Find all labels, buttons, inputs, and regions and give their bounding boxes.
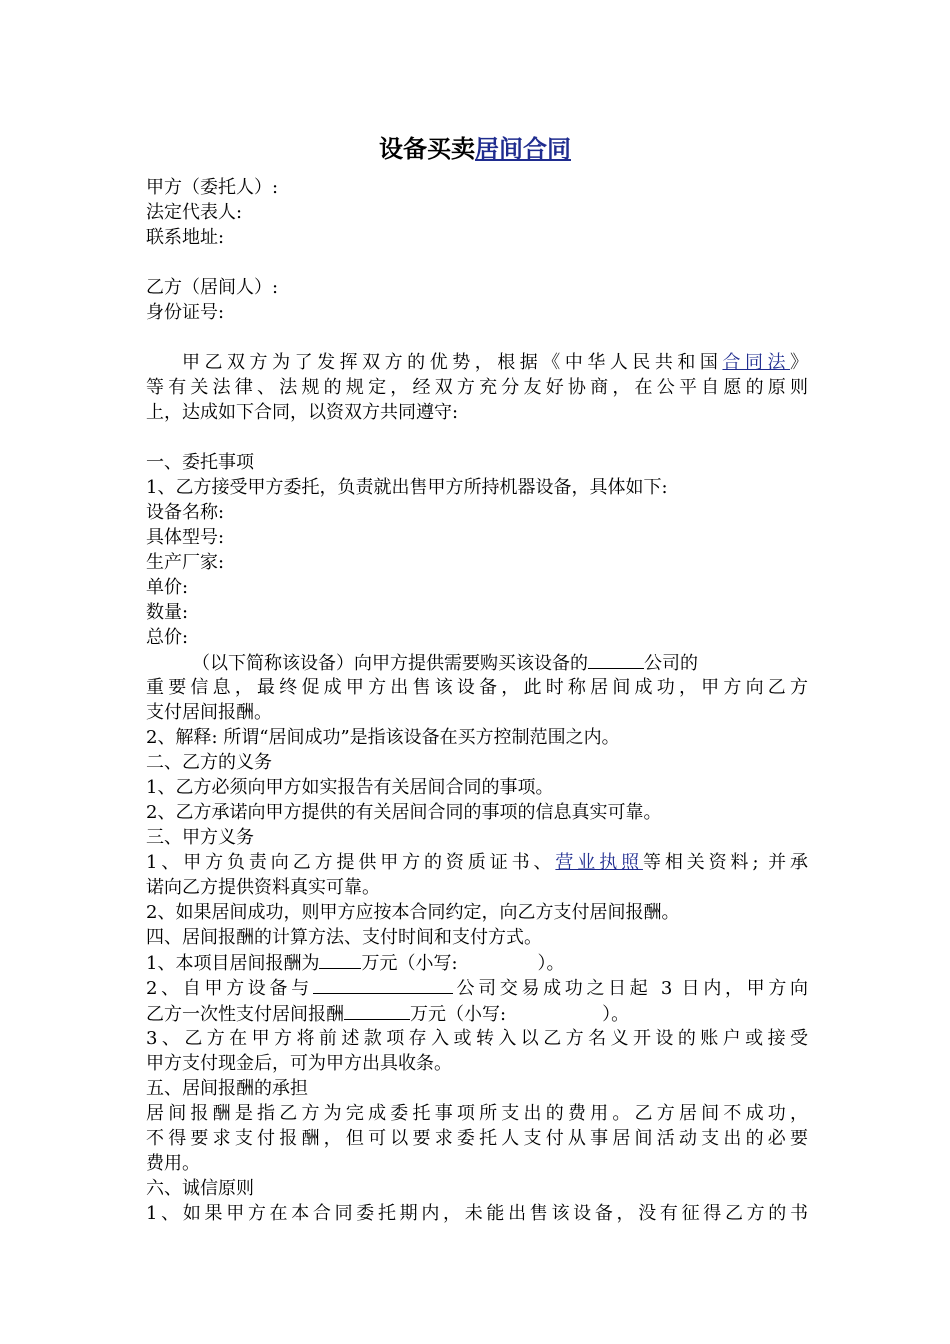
payment-amount-blank[interactable] [344, 1001, 410, 1020]
business-license-link[interactable]: 营业执照 [555, 852, 643, 873]
section-6-item-1: 1、如果甲方在本合同委托期内，未能出售该设备，没有征得乙方的书 [146, 1203, 808, 1224]
field-model: 具体型号: [146, 527, 225, 548]
contract-law-link[interactable]: 合同法 [722, 352, 791, 373]
item-text: 万元（小写: [410, 1004, 507, 1025]
section-5-line-1: 居间报酬是指乙方为完成委托事项所支出的费用。乙方居间不成功， [146, 1103, 808, 1124]
field-manufacturer: 生产厂家: [146, 552, 225, 573]
intro-line-2: 等有关法律、法规的规定，经双方充分友好协商，在公平自愿的原则 [146, 377, 808, 398]
section-1-heading: 一、委托事项 [146, 452, 254, 473]
title-link[interactable]: 居间合同 [475, 134, 571, 163]
section-2-heading: 二、乙方的义务 [146, 752, 272, 773]
party-b-id: 身份证号: [146, 302, 225, 323]
section-1-para-line-1 [146, 650, 808, 675]
spacer [146, 250, 808, 275]
para-text: （以下简称该设备）向甲方提供需要购买该设备的 [192, 653, 588, 674]
section-3-item-1-cont: 诺向乙方提供资料真实可靠。 [146, 877, 380, 898]
section-1-para-line-3: 支付居间报酬。 [146, 702, 272, 723]
section-2-item-1: 1、乙方必须向甲方如实报告有关居间合同的事项。 [146, 777, 554, 798]
section-4-item-3: 3、乙方在甲方将前述款项存入或转入以乙方名义开设的账户或接受 [146, 1028, 808, 1049]
item-text: 等相关资料; 并承 [642, 852, 809, 873]
document-title [0, 132, 950, 166]
section-3-item-1 [146, 850, 808, 875]
item-text: 2、自甲方设备与 [146, 978, 313, 999]
company-blank[interactable] [588, 650, 644, 669]
section-3-heading: 三、甲方义务 [146, 827, 254, 848]
item-text: 公司交易成功之日起 3 日内，甲方向 [452, 978, 808, 999]
spacer [146, 325, 808, 350]
buyer-company-blank[interactable] [313, 975, 453, 994]
section-4-item-1 [146, 950, 808, 975]
field-quantity: 数量: [146, 602, 189, 623]
field-total-price: 总价: [146, 627, 189, 648]
section-6-heading: 六、诚信原则 [146, 1178, 254, 1199]
spacer [146, 425, 808, 450]
item-text: 1、甲方负责向乙方提供甲方的资质证书、 [146, 852, 556, 873]
intro-text: 甲乙双方为了发挥双方的优势，根据《中华人民共和国 [182, 352, 723, 373]
para-text: 公司的 [644, 653, 698, 674]
party-b-label: 乙方（居间人）: [146, 277, 279, 298]
section-1-item-1: 1、乙方接受甲方委托，负责就出售甲方所持机器设备，具体如下: [146, 477, 668, 498]
intro-line-3: 上，达成如下合同，以资双方共同遵守: [146, 402, 459, 423]
fee-amount-blank[interactable] [319, 950, 361, 969]
party-a-representative: 法定代表人: [146, 202, 243, 223]
section-5-heading: 五、居间报酬的承担 [146, 1078, 308, 1099]
section-1-item-2: 2、解释: 所谓“居间成功”是指该设备在买方控制范围之内。 [146, 727, 620, 748]
section-4-item-2 [146, 975, 808, 1001]
intro-line-1 [146, 350, 808, 375]
field-device-name: 设备名称: [146, 502, 225, 523]
item-text: 万元（小写: [361, 953, 458, 974]
section-4-heading: 四、居间报酬的计算方法、支付时间和支付方式。 [146, 927, 542, 948]
field-unit-price: 单价: [146, 577, 189, 598]
section-4-item-2-cont [146, 1001, 808, 1026]
section-3-item-2: 2、如果居间成功，则甲方应按本合同约定，向乙方支付居间报酬。 [146, 902, 680, 923]
item-text: 1、本项目居间报酬为 [146, 953, 320, 974]
section-2-item-2: 2、乙方承诺向甲方提供的有关居间合同的事项的信息真实可靠。 [146, 802, 662, 823]
section-5-line-2: 不得要求支付报酬，但可以要求委托人支付从事居间活动支出的必要 [146, 1128, 808, 1149]
item-text: ）。 [537, 953, 565, 974]
contract-body [146, 175, 808, 1226]
item-text: ）。 [602, 1004, 630, 1025]
section-5-line-3: 费用。 [146, 1153, 200, 1174]
party-a-address: 联系地址: [146, 227, 225, 248]
title-main: 设备买卖 [379, 134, 475, 163]
section-1-para-line-2: 重要信息，最终促成甲方出售该设备，此时称居间成功，甲方向乙方 [146, 677, 808, 698]
item-text: 乙方一次性支付居间报酬 [146, 1004, 344, 1025]
section-4-item-3-cont: 甲方支付现金后，可为甲方出具收条。 [146, 1053, 452, 1074]
party-a-label: 甲方（委托人）: [146, 177, 279, 198]
intro-text: 》 [790, 352, 809, 373]
